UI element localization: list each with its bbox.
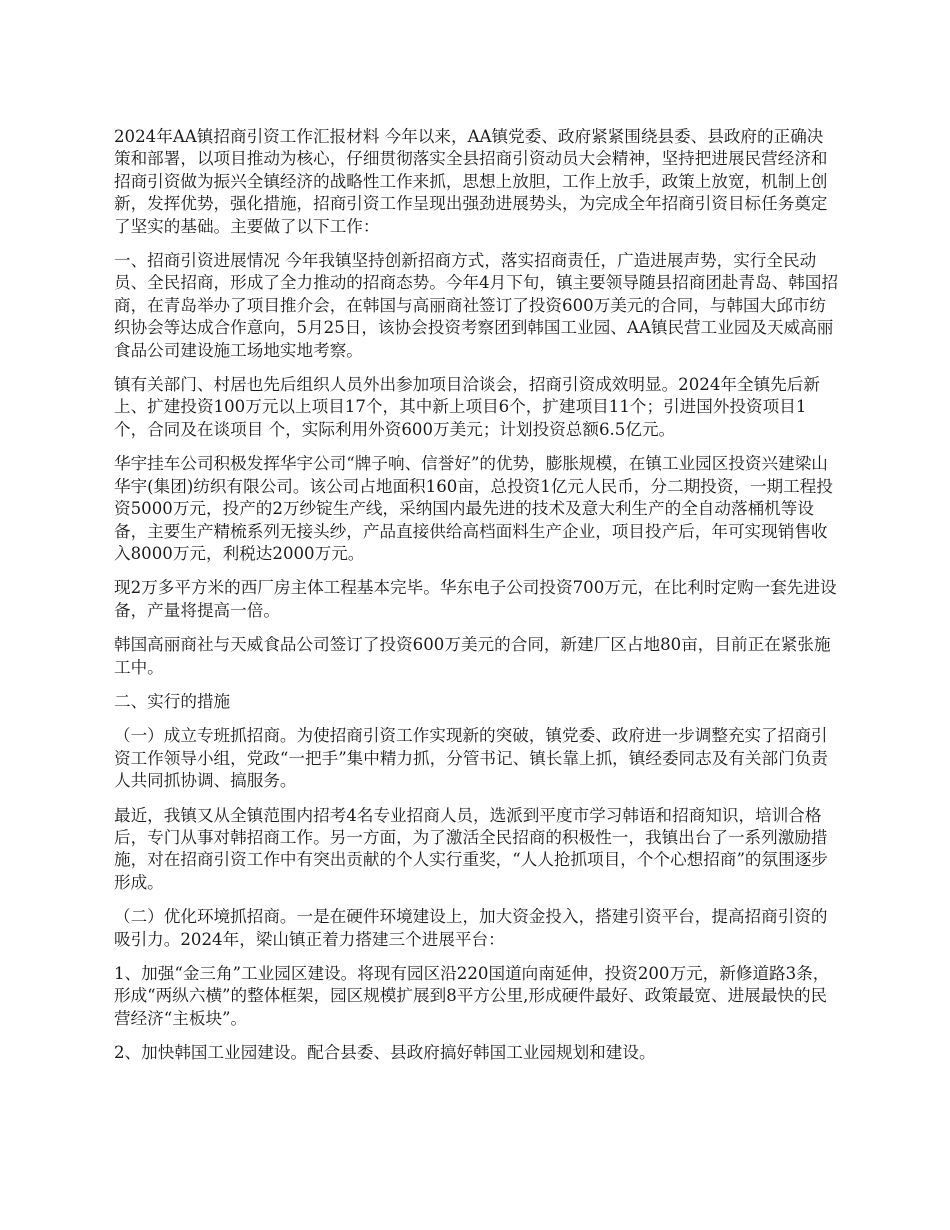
paragraph-results: 镇有关部门、村居也先后组织人员外出参加项目洽谈会，招商引资成效明显。2024年全镇先后新上、扩建投资100万元以上项目17个，其中新上项目6个，扩建项目11个；引进国外投资项目1个，合同及在谈项目 个，实际利用外资600万美元；计划投资总额6.5亿元。	[114, 375, 820, 439]
paragraph-intro: 2024年AA镇招商引资工作汇报材料 今年以来，AA镇党委、政府紧紧围绕县委、县政府的正确决策和部署，以项目推动为核心，仔细贯彻落实全县招商引资动员大会精神，坚持把进展民营经济和招商引资做为振兴全镇经济的战略性工作来抓，思想上放胆，工作上放手，政策上放宽，机制上创新，发挥优势，强化措施，招商引资工作呈现出强劲进展势头，为完成全年招商引资目标任务奠定了坚实的基础。主要做了以下工作：	[114, 127, 828, 236]
paragraph-progress: 一、招商引资进展情况 今年我镇坚持创新招商方式，落实招商责任，广造进展声势，实行全民动员、全民招商，形成了全力推动的招商态势。今年4月下旬，镇主要领导随县招商团赴青岛、韩国招商，在青岛举办了项目推介会，在韩国与高丽商社签订了投资600万美元的合同，与韩国大邱市纺织协会等达成合作意向，5月25日，该协会投资考察团到韩国工业园、AA镇民营工业园及天威高丽食品公司建设施工场地实地考察。	[114, 251, 839, 360]
paragraph-korea-park: 2、加快韩国工业园建设。配合县委、县政府搞好韩国工业园规划和建设。	[114, 1043, 656, 1063]
paragraph-east-plant: 现2万多平方米的西厂房主体工程基本完毕。华东电子公司投资700万元，在比利时定购一套先进设备，产量将提高一倍。	[114, 578, 837, 620]
paragraph-recruitment: 最近，我镇又从全镇范围内招考4名专业招商人员，选派到平度市学习韩语和招商知识，培训合格后，专门从事对韩招商工作。另一方面，为了激活全民招商的积极性一，我镇出台了一系列激励措施，对在招商引资工作中有突出贡献的个人实行重奖，“人人抢抓项目，个个心想招商”的氛围逐步形成。	[114, 805, 828, 892]
document-page	[114, 126, 839, 1077]
paragraph-special-team: （一）成立专班抓招商。为使招商引资工作实现新的突破，镇党委、政府进一步调整充实了招商引资工作领导小组，党政“一把手”集中精力抓，分管书记、镇长靠上抓，镇经委同志及有关部门负责人共同抓协调、搞服务。	[114, 726, 828, 791]
section-heading-measures: 二、实行的措施	[114, 691, 231, 711]
paragraph-environment: （二）优化环境抓招商。一是在硬件环境建设上，加大资金投入，搭建引资平台，提高招商引资的吸引力。2024年，梁山镇正着力搭建三个进展平台：	[114, 907, 828, 949]
paragraph-huayu: 华宇挂车公司积极发挥华宇公司“牌子响、信誉好”的优势，膨胀规模，在镇工业园区投资兴建梁山华宇(集团)纺织有限公司。该公司占地面积160亩，总投资1亿元人民币，分二期投资，一期工程投资5000万元，投产的2万纱锭生产线，采纳国内最先进的技术及意大利生产的全自动落桶机等设备，主要生产精梳系列无接头纱，产品直接供给高档面料生产企业，项目投产后，年可实现销售收入8000万元，利税达2000万元。	[114, 454, 833, 563]
paragraph-korea-contract: 韩国高丽商社与天威食品公司签订了投资600万美元的合同，新建厂区占地80亩，目前正在紧张施工中。	[114, 635, 831, 677]
paragraph-golden-triangle: 1、加强“金三角”工业园区建设。将现有园区沿220国道向南延伸，投资200万元，新修道路3条，形成“两纵六横”的整体框架，园区规模扩展到8平方公里,形成硬件最好、政策最宽、进展最快的民营经济“主板块”。	[114, 964, 830, 1028]
